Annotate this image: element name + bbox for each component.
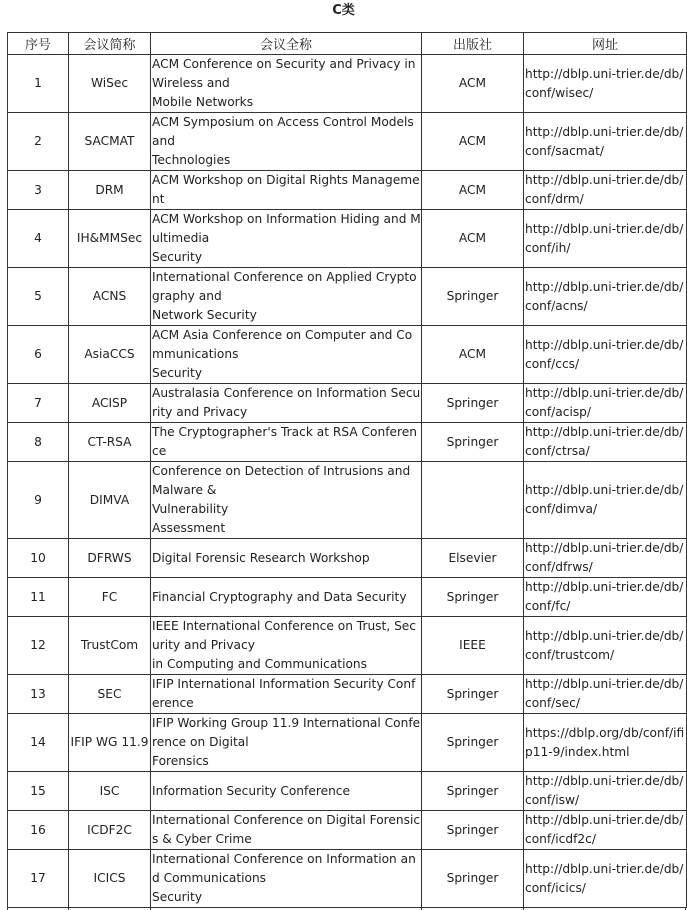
publisher: Springer bbox=[422, 578, 524, 617]
conference-full-name: IEEE International Conference on Trust, Security and Privacy in Computing and Communications bbox=[151, 617, 422, 675]
conference-url[interactable]: http://dblp.uni-trier.de/db/conf/fc/ bbox=[524, 578, 687, 617]
table-row bbox=[8, 55, 687, 113]
table-row bbox=[8, 617, 687, 675]
conference-full-name: Information Security Conference bbox=[151, 772, 422, 811]
conference-abbr: AsiaCCS bbox=[69, 326, 151, 384]
conference-url[interactable]: http://dblp.uni-trier.de/db/conf/trustcom/ bbox=[524, 617, 687, 675]
conference-url[interactable]: http://dblp.uni-trier.de/db/conf/ctrsa/ bbox=[524, 423, 687, 462]
row-number: 16 bbox=[8, 811, 69, 850]
row-number: 7 bbox=[8, 384, 69, 423]
table-row bbox=[8, 578, 687, 617]
conference-full-name: ACM Conference on Security and Privacy in Wireless and Mobile Networks bbox=[151, 55, 422, 113]
row-number: 8 bbox=[8, 423, 69, 462]
publisher: ACM bbox=[422, 326, 524, 384]
conference-abbr: DRM bbox=[69, 171, 151, 210]
conference-url[interactable]: http://dblp.uni-trier.de/db/conf/dimva/ bbox=[524, 462, 687, 539]
conference-full-name: Financial Cryptography and Data Security bbox=[151, 578, 422, 617]
table-row bbox=[8, 539, 687, 578]
table-row bbox=[8, 423, 687, 462]
conference-url[interactable]: http://dblp.uni-trier.de/db/conf/icdf2c/ bbox=[524, 811, 687, 850]
conference-full-name: International Conference on Applied Cryptography and Network Security bbox=[151, 268, 422, 326]
row-number: 3 bbox=[8, 171, 69, 210]
header-no: 序号 bbox=[8, 33, 69, 55]
table-row bbox=[8, 210, 687, 268]
publisher: Springer bbox=[422, 772, 524, 811]
publisher: Springer bbox=[422, 384, 524, 423]
row-number: 17 bbox=[8, 850, 69, 908]
conference-abbr: DIMVA bbox=[69, 462, 151, 539]
conference-url[interactable]: http://dblp.uni-trier.de/db/conf/drm/ bbox=[524, 171, 687, 210]
conference-full-name: ACM Symposium on Access Control Models and Technologies bbox=[151, 113, 422, 171]
row-number: 5 bbox=[8, 268, 69, 326]
table-row bbox=[8, 811, 687, 850]
conference-abbr: IH&MMSec bbox=[69, 210, 151, 268]
row-number: 11 bbox=[8, 578, 69, 617]
publisher bbox=[422, 462, 524, 539]
publisher: ACM bbox=[422, 113, 524, 171]
row-number: 4 bbox=[8, 210, 69, 268]
table-row bbox=[8, 268, 687, 326]
conference-url[interactable]: https://dblp.org/db/conf/ifip11-9/index.html bbox=[524, 714, 687, 772]
conference-url[interactable]: http://dblp.uni-trier.de/db/conf/acns/ bbox=[524, 268, 687, 326]
conference-full-name: International Conference on Information and Communications Security bbox=[151, 850, 422, 908]
conference-url[interactable]: http://dblp.uni-trier.de/db/conf/dfrws/ bbox=[524, 539, 687, 578]
header-publisher: 出版社 bbox=[422, 33, 524, 55]
publisher: Springer bbox=[422, 423, 524, 462]
conference-abbr: SEC bbox=[69, 675, 151, 714]
publisher: Elsevier bbox=[422, 539, 524, 578]
conference-url[interactable]: http://dblp.uni-trier.de/db/conf/sec/ bbox=[524, 675, 687, 714]
conference-abbr: IFIP WG 11.9 bbox=[69, 714, 151, 772]
table-row bbox=[8, 850, 687, 908]
conference-full-name: Digital Forensic Research Workshop bbox=[151, 539, 422, 578]
table-header-row bbox=[8, 33, 687, 55]
conference-full-name: IFIP International Information Security Conference bbox=[151, 675, 422, 714]
row-number: 10 bbox=[8, 539, 69, 578]
header-full-name: 会议全称 bbox=[151, 33, 422, 55]
conference-abbr: ACNS bbox=[69, 268, 151, 326]
row-number: 6 bbox=[8, 326, 69, 384]
conference-abbr: ICICS bbox=[69, 850, 151, 908]
publisher: ACM bbox=[422, 210, 524, 268]
conference-url[interactable]: http://dblp.uni-trier.de/db/conf/ccs/ bbox=[524, 326, 687, 384]
table-row bbox=[8, 113, 687, 171]
conference-abbr: ISC bbox=[69, 772, 151, 811]
conference-full-name: International Conference on Digital Forensics & Cyber Crime bbox=[151, 811, 422, 850]
table-row bbox=[8, 675, 687, 714]
conference-abbr: DFRWS bbox=[69, 539, 151, 578]
row-number: 13 bbox=[8, 675, 69, 714]
conference-url[interactable]: http://dblp.uni-trier.de/db/conf/sacmat/ bbox=[524, 113, 687, 171]
conference-abbr: ICDF2C bbox=[69, 811, 151, 850]
conference-url[interactable]: http://dblp.uni-trier.de/db/conf/wisec/ bbox=[524, 55, 687, 113]
conference-url[interactable]: http://dblp.uni-trier.de/db/conf/ih/ bbox=[524, 210, 687, 268]
conference-abbr: SACMAT bbox=[69, 113, 151, 171]
row-number: 12 bbox=[8, 617, 69, 675]
conference-full-name: Australasia Conference on Information Security and Privacy bbox=[151, 384, 422, 423]
conference-abbr: CT-RSA bbox=[69, 423, 151, 462]
table-row bbox=[8, 714, 687, 772]
publisher: Springer bbox=[422, 268, 524, 326]
conference-url[interactable]: http://dblp.uni-trier.de/db/conf/icics/ bbox=[524, 850, 687, 908]
conference-full-name: ACM Workshop on Information Hiding and Multimedia Security bbox=[151, 210, 422, 268]
conference-url[interactable]: http://dblp.uni-trier.de/db/conf/acisp/ bbox=[524, 384, 687, 423]
row-number: 9 bbox=[8, 462, 69, 539]
publisher: ACM bbox=[422, 55, 524, 113]
table-row bbox=[8, 171, 687, 210]
row-number: 2 bbox=[8, 113, 69, 171]
publisher: ACM bbox=[422, 171, 524, 210]
row-number: 14 bbox=[8, 714, 69, 772]
table-row bbox=[8, 462, 687, 539]
publisher: Springer bbox=[422, 714, 524, 772]
conference-table bbox=[7, 32, 687, 908]
table-row bbox=[8, 772, 687, 811]
publisher: IEEE bbox=[422, 617, 524, 675]
publisher: Springer bbox=[422, 675, 524, 714]
conference-url[interactable]: http://dblp.uni-trier.de/db/conf/isw/ bbox=[524, 772, 687, 811]
row-number: 1 bbox=[8, 55, 69, 113]
header-url: 网址 bbox=[524, 33, 687, 55]
conference-abbr: FC bbox=[69, 578, 151, 617]
conference-full-name: IFIP Working Group 11.9 International Conference on Digital Forensics bbox=[151, 714, 422, 772]
conference-abbr: ACISP bbox=[69, 384, 151, 423]
publisher: Springer bbox=[422, 811, 524, 850]
table-row bbox=[8, 326, 687, 384]
row-number: 15 bbox=[8, 772, 69, 811]
conference-abbr: WiSec bbox=[69, 55, 151, 113]
publisher: Springer bbox=[422, 850, 524, 908]
conference-full-name: The Cryptographer's Track at RSA Conference bbox=[151, 423, 422, 462]
conference-full-name: ACM Asia Conference on Computer and Communications Security bbox=[151, 326, 422, 384]
page-title: C类 bbox=[332, 3, 355, 18]
conference-full-name: Conference on Detection of Intrusions and Malware & Vulnerability Assessment bbox=[151, 462, 422, 539]
table-row bbox=[8, 384, 687, 423]
header-abbr: 会议简称 bbox=[69, 33, 151, 55]
conference-abbr: TrustCom bbox=[69, 617, 151, 675]
conference-full-name: ACM Workshop on Digital Rights Management bbox=[151, 171, 422, 210]
